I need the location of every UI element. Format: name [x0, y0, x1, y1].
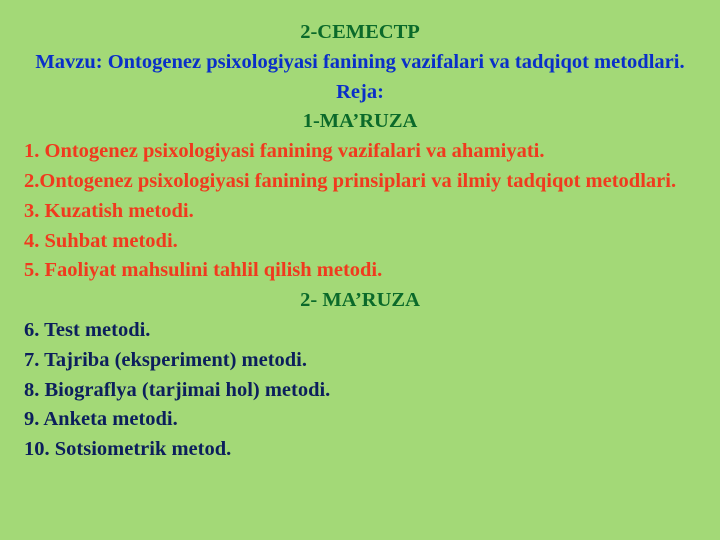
list-item: 6. Test metodi.: [24, 318, 151, 341]
list-item: 7. Tajriba (eksperiment) metodi.: [24, 348, 307, 371]
topic-title: Mavzu: Ontogenez psixologiyasi fanining vazifalari va tadqiqot metodlari.: [35, 50, 685, 73]
list-item: 1. Ontogenez psixologiyasi fanining vazifalari va ahamiyati.: [24, 140, 545, 163]
lecture1-list: [24, 137, 696, 286]
list-item: 3. Kuzatish metodi.: [24, 199, 194, 222]
list-item: 8. Biograflya (tarjimai hol) metodi.: [24, 378, 331, 401]
list-item: 5. Faoliyat mahsulini tahlil qilish metodi.: [24, 259, 383, 282]
list-item: 2.Ontogenez psixologiyasi fanining prinsiplari va ilmiy tadqiqot metodlari.: [24, 169, 677, 192]
lecture2-list: [24, 316, 696, 465]
lecture2-title: 2- MA’RUZA: [300, 289, 420, 312]
lecture1-title: 1-MA’RUZA: [302, 110, 418, 133]
semester-heading: 2-СЕМЕСТР: [300, 21, 420, 43]
list-item: 4. Suhbat metodi.: [24, 229, 178, 252]
list-item: 9. Anketa metodi.: [24, 408, 178, 431]
plan-label: Reja:: [336, 80, 384, 103]
list-item: 10. Sotsiometrik metod.: [24, 438, 232, 461]
